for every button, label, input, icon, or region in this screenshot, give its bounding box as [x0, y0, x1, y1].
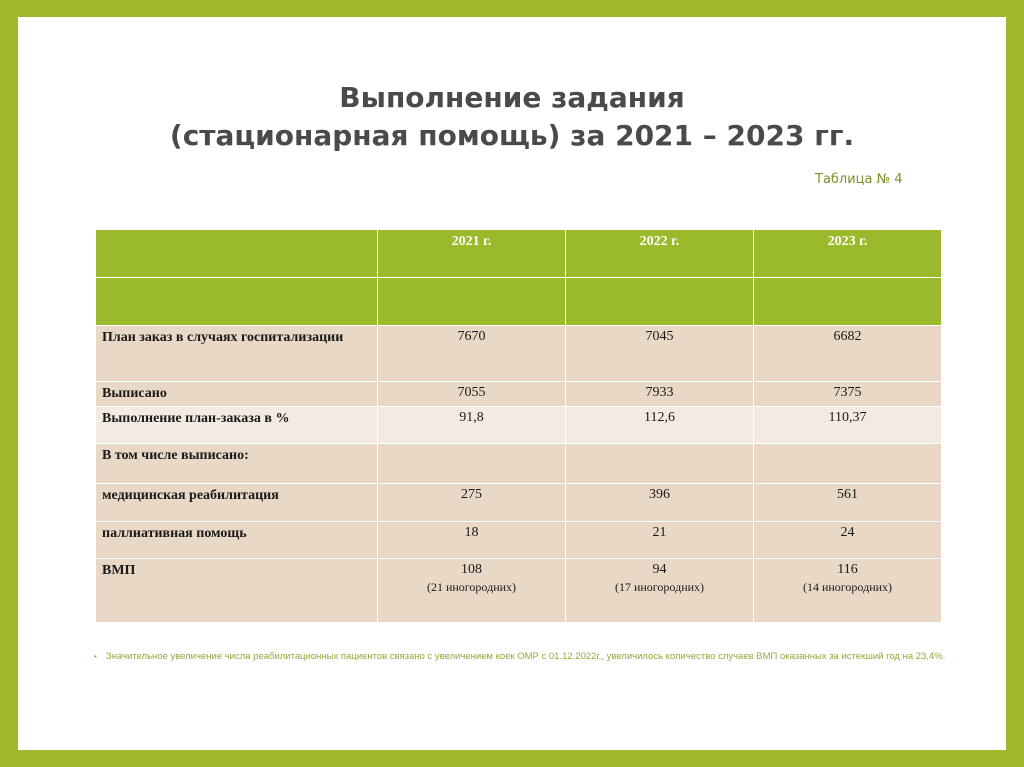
cell-value: 21	[566, 522, 754, 559]
header-cell-2023: 2023 г.	[754, 230, 942, 278]
cell-value: 561	[754, 484, 942, 522]
cell-sub-value: (14 иногородних)	[802, 580, 893, 594]
cell-value: 7045	[566, 326, 754, 382]
cell-value: 91,8	[378, 407, 566, 444]
footnote	[94, 651, 956, 662]
cell-value	[566, 444, 754, 484]
cell-value: 7670	[378, 326, 566, 382]
data-table	[95, 229, 942, 623]
row-label: План заказ в случаях госпитализации	[96, 326, 378, 382]
spacer-cell	[754, 278, 942, 326]
cell-value	[378, 444, 566, 484]
table-row	[96, 484, 942, 522]
cell-value: 24	[754, 522, 942, 559]
cell-value: 110,37	[754, 407, 942, 444]
cell-value: 396	[566, 484, 754, 522]
slide	[18, 17, 1006, 750]
cell-value: 7055	[378, 382, 566, 407]
cell-value	[754, 559, 942, 623]
row-label: Выполнение план-заказа в %	[96, 407, 378, 444]
row-label: ВМП	[96, 559, 378, 623]
header-cell-2021: 2021 г.	[378, 230, 566, 278]
cell-main-value: 94	[652, 562, 667, 577]
footnote-text: Значительное увеличение числа реабилитационных пациентов связано с увеличением коек ОМР с 01.12.2022г., увеличилось количество случаев ВМП оказанных за истекший год на 23,4%.	[106, 651, 946, 662]
slide-title	[18, 79, 1006, 155]
table-row	[96, 407, 942, 444]
header-cell-empty	[96, 230, 378, 278]
cell-value: 18	[378, 522, 566, 559]
header-row	[96, 230, 942, 278]
table-row	[96, 382, 942, 407]
table-row	[96, 522, 942, 559]
cell-value: 7933	[566, 382, 754, 407]
cell-value	[754, 444, 942, 484]
header-spacer-row	[96, 278, 942, 326]
header-cell-2022: 2022 г.	[566, 230, 754, 278]
row-label: паллиативная помощь	[96, 522, 378, 559]
cell-sub-value: (17 иногородних)	[614, 580, 705, 594]
row-label: В том числе выписано:	[96, 444, 378, 484]
spacer-cell	[96, 278, 378, 326]
cell-main-value: 116	[837, 562, 858, 577]
bullet-icon: •	[94, 652, 97, 661]
cell-value	[566, 559, 754, 623]
table-row	[96, 326, 942, 382]
row-label: медицинская реабилитация	[96, 484, 378, 522]
table-caption: Таблица № 4	[815, 172, 903, 187]
cell-value: 275	[378, 484, 566, 522]
cell-main-value: 108	[461, 562, 482, 577]
cell-value: 112,6	[566, 407, 754, 444]
spacer-cell	[566, 278, 754, 326]
title-line-2: (стационарная помощь) за 2021 – 2023 гг.	[169, 119, 855, 152]
table-row	[96, 559, 942, 623]
cell-value: 6682	[754, 326, 942, 382]
cell-value	[378, 559, 566, 623]
cell-value: 7375	[754, 382, 942, 407]
row-label: Выписано	[96, 382, 378, 407]
cell-sub-value: (21 иногородних)	[426, 580, 517, 594]
title-line-1: Выполнение задания	[339, 81, 685, 114]
spacer-cell	[378, 278, 566, 326]
table-row	[96, 444, 942, 484]
